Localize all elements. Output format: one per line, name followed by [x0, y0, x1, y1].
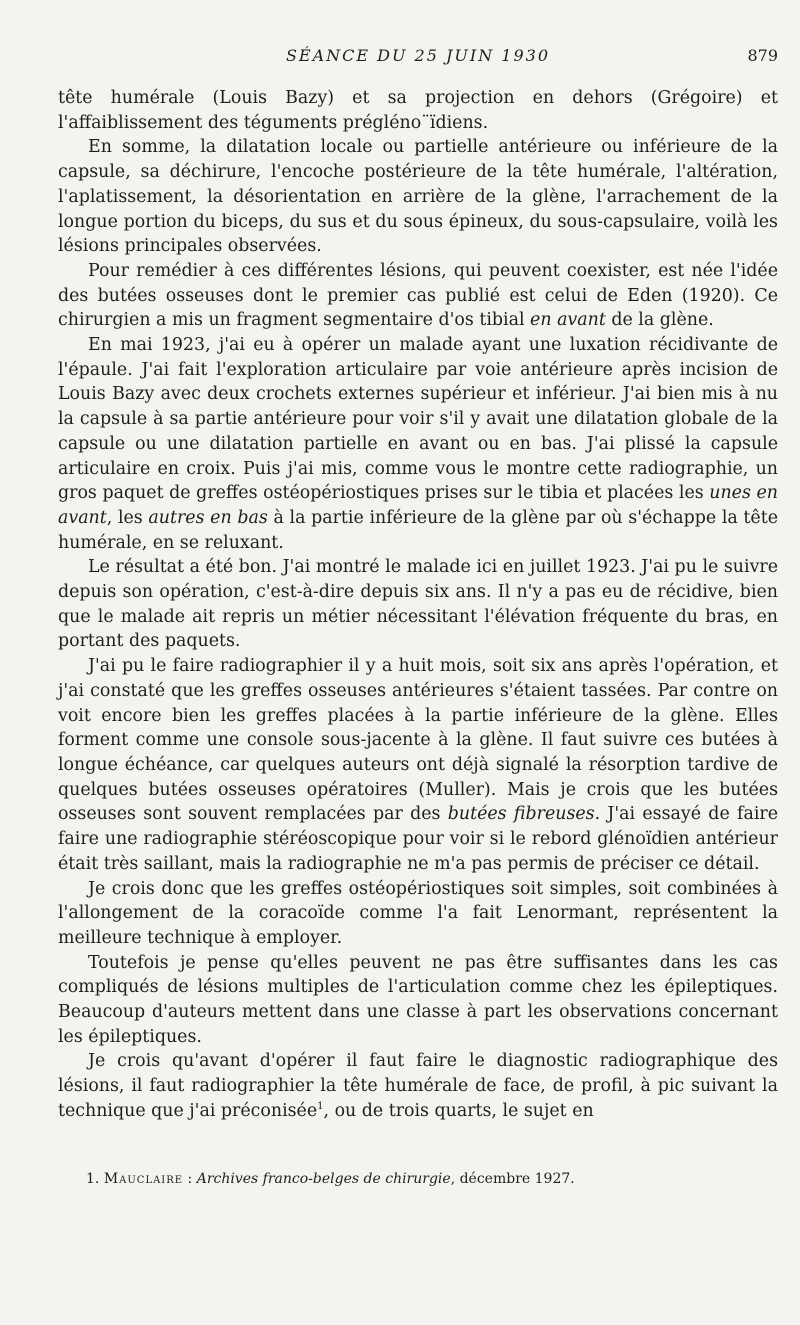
footnote-date: , décembre 1927. — [450, 1171, 575, 1187]
text-span: , ou de trois quarts, le sujet en — [323, 1100, 594, 1121]
text-span: Pour remédier à ces différentes lésions, qui peuvent coexister, est née l'idée des butées osseuses dont le premier cas publié est celui de Eden (1920). Ce chirurgien a mis un fragment segmentaire d'os tibial — [58, 260, 778, 331]
paragraph — [58, 259, 778, 333]
footnote-author: Mauclaire — [103, 1171, 184, 1187]
text-span: J'ai pu le faire radiographier il y a huit mois, soit six ans après l'opération, et j'ai constaté que les greffes osseuses antérieures s'étaient tassées. Par contre on voit encore bien les greffes placées à la partie inférieure de la glène. Elles forment comme une console sous-jacente à la glène. Il faut suivre ces butées à longue échéance, car quelques auteurs ont déjà signalé la résorption tardive de quelques butées osseuses opératoires (Muller). Mais je crois que les butées osseuses sont souvent remplacées par des — [58, 656, 778, 825]
paragraph — [58, 877, 778, 951]
paragraph — [58, 555, 778, 654]
header-title: SÉANCE DU 25 JUIN 1930 — [285, 46, 551, 65]
italic-span: en avant — [530, 310, 606, 331]
paragraph — [58, 135, 778, 259]
paragraph — [58, 1049, 778, 1123]
footnote — [86, 1170, 776, 1188]
text-span: , les — [106, 507, 149, 528]
footnote-number: 1. — [86, 1171, 100, 1187]
paragraph — [58, 654, 778, 876]
text-span: Je crois qu'avant d'opérer il faut faire le diagnostic radiographique des lésions, il faut radiographier la tête humérale de face, de profil, à pic suivant la technique que j'ai préconisée — [58, 1051, 778, 1121]
text-span: En somme, la dilatation locale ou partielle antérieure ou inférieure de la capsule, sa déchirure, l'encoche postérieure de la tête humérale, l'altération, l'aplatissement, la désorientation en arrière de la glène, l'arrachement de la longue portion du biceps, du sus et du sous épineux, du sous-capsulaire, voilà les lésions principales observées. — [58, 137, 778, 257]
page-number: 879 — [747, 46, 778, 65]
footnote-marker: 1 — [317, 1101, 324, 1113]
text-span: Toutefois je pense qu'elles peuvent ne pas être suffisantes dans les cas compliqués de lésions multiples de l'articulation comme chez les épileptiques. Beaucoup d'auteurs mettent dans une classe à part les observations concernant les épileptiques. — [58, 952, 778, 1047]
text-span: à la partie inférieure de la glène par où s'échappe la tête humérale, en se reluxant. — [58, 507, 778, 553]
paragraph — [58, 951, 778, 1050]
italic-span: autres en bas — [148, 507, 268, 528]
italic-span: butées fibreuses — [447, 804, 595, 825]
text-span: Le résultat a été bon. J'ai montré le malade ici en juillet 1923. J'ai pu le suivre depuis son opération, c'est-à-dire depuis six ans. Il n'y a pas eu de récidive, bien que le malade ait repris un métier nécessitant l'élévation fréquente du bras, en portant des paquets. — [58, 557, 778, 652]
text-span: de la glène. — [605, 310, 714, 331]
text-span: Je crois donc que les greffes ostéopériostiques soit simples, soit combinées à l'allongement de la coracoïde comme l'a fait Lenormant, représentent la meilleure technique à employer. — [58, 878, 778, 948]
body-text — [58, 86, 778, 1124]
paragraph — [58, 86, 778, 135]
text-span: En mai 1923, j'ai eu à opérer un malade ayant une luxation récidivante de l'épaule. J'ai fait l'exploration articulaire par voie antérieure après incision de Louis Bazy avec deux crochets externes supérieur et inférieur. J'ai bien mis à nu la capsule à sa partie antérieure pour voir s'il y avait une dilatation globale de la capsule ou une dilatation partielle en avant ou en bas. J'ai plissé la capsule articulaire en croix. Puis j'ai mis, comme vous le montre cette radiographie, un gros paquet de greffes ostéopériostiques prises sur le tibia et placées les — [58, 335, 778, 504]
footnote-source: Archives franco-belges de chirurgie — [196, 1171, 451, 1187]
running-header — [58, 46, 778, 68]
paragraph — [58, 333, 778, 555]
footnote-separator: : — [183, 1171, 197, 1187]
italic-span: unes en avant — [58, 483, 778, 528]
text-span: . J'ai essayé de faire faire une radiographie stéréoscopique pour voir si le rebord glénoïdien antérieur était très saillant, mais la radiographie ne m'a pas permis de préciser ce détail. — [58, 804, 778, 874]
text-span: tête humérale (Louis Bazy) et sa projection en dehors (Grégoire) et l'affaiblissement des téguments prégléno¨ïdiens. — [58, 88, 778, 133]
